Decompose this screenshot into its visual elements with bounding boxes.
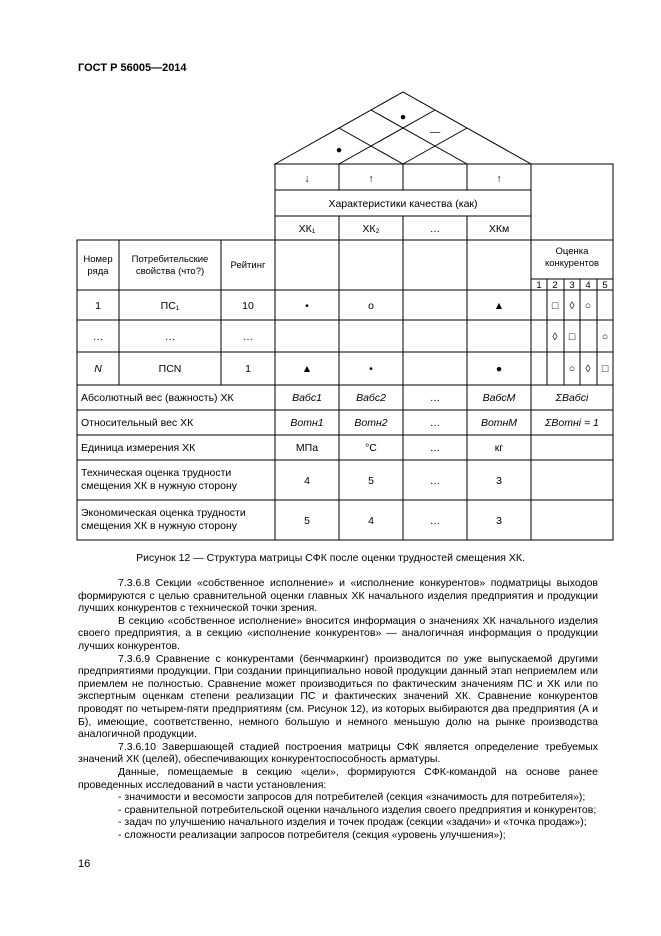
direction-arrow: ↓ <box>304 173 310 185</box>
row-no: N <box>94 363 102 375</box>
comp-num: 5 <box>602 280 608 291</box>
col-header-props: Потребительские <box>131 254 209 265</box>
summary-row <box>81 467 502 492</box>
summary-label: Экономическая оценка трудности <box>81 507 246 519</box>
summary-row <box>81 392 589 404</box>
relation-mark: • <box>305 300 309 312</box>
xk-label: ХК₂ <box>362 223 380 235</box>
summary-value: … <box>429 442 441 454</box>
comp-mark: ○ <box>584 300 592 312</box>
summary-value: … <box>429 392 441 404</box>
row-rating: 10 <box>242 300 254 312</box>
row-no: … <box>92 331 104 343</box>
relation-mark: o <box>368 300 374 312</box>
summary-value: … <box>429 515 441 527</box>
summary-value: ВабсМ <box>482 392 516 404</box>
summary-value: 3 <box>496 515 502 527</box>
summary-value: Вотн2 <box>354 417 388 429</box>
summary-right: ΣВабсi <box>555 392 589 404</box>
col-header-props: свойства (что?) <box>135 266 205 277</box>
relation-mark: ▲ <box>301 363 313 375</box>
paragraph: В секцию «собственное исполнение» вносится информация о значениях ХК начального изделия своего предприятия, а в секцию «исполнение конкурентов» — аналогичная информация о продукции лучших конкурентов. <box>78 614 598 652</box>
col-header-rating: Рейтинг <box>230 260 266 271</box>
summary-label: смещения ХК в нужную сторону <box>81 520 238 532</box>
summary-value: 5 <box>304 515 310 527</box>
summary-row <box>81 417 599 429</box>
comp-num: 4 <box>585 280 591 291</box>
table-row <box>95 300 591 312</box>
correlation-roof <box>275 92 531 164</box>
summary-row <box>81 507 502 532</box>
page-number: 16 <box>78 858 91 870</box>
paragraph: 7.3.6.8 Секции «собственное исполнение» и «исполнение конкурентов» подматрицы выходов формируются с целью сравнительной оценки главных ХК начального изделия предприятия и продукции лучших конкурентов с технической точки зрения. <box>78 577 598 615</box>
xk-label: ХКм <box>488 223 510 235</box>
list-item: - сравнительной потребительской оценки начального изделия своего предприятия и конкурентов; <box>118 803 597 816</box>
comp-mark: ◊ <box>585 363 591 375</box>
row-prop: … <box>164 331 176 343</box>
comp-mark: □ <box>551 300 559 312</box>
summary-label: Техническая оценка трудности <box>81 467 232 479</box>
summary-value: кг <box>494 442 504 454</box>
summary-value: Вабс2 <box>356 392 386 404</box>
summary-value: МПа <box>295 442 319 454</box>
col-header-row-no: Номер <box>83 254 113 265</box>
summary-value: Вабс1 <box>292 392 322 404</box>
xk-label: … <box>429 223 441 235</box>
comp-mark: ○ <box>568 363 576 375</box>
table-row <box>94 363 609 375</box>
row-prop: ПС₁ <box>160 300 180 312</box>
document-header: ГОСТ Р 56005—2014 <box>78 62 187 74</box>
summary-right: ΣВотнi = 1 <box>545 417 599 429</box>
summary-value: °С <box>365 442 377 454</box>
paragraph: 7.3.6.10 Завершающей стадией построения матрицы СФК является определение требуемых значений ХК (целей), обеспечивающих конкурентоспособность арматуры. <box>78 740 598 766</box>
col-header-competitors: Оценка <box>555 246 589 257</box>
summary-value: 5 <box>368 475 374 487</box>
direction-arrow: ↑ <box>368 173 374 185</box>
comp-num: 2 <box>552 280 558 291</box>
list-item: - значимости и весомости запросов для потребителей (секция «значимость для потребителя»); <box>118 791 586 804</box>
relation-mark: ● <box>495 363 503 375</box>
list-item: - сложности реализации запросов потребителя (секция «уровень улучшения»); <box>118 828 506 841</box>
xk-label: ХК₁ <box>298 223 316 235</box>
summary-label: Единица измерения ХК <box>81 442 196 454</box>
roof-symbol: ● <box>399 111 407 123</box>
summary-label: Относительный вес ХК <box>81 417 194 429</box>
summary-value: Вотн1 <box>290 417 324 429</box>
summary-value: … <box>429 417 441 429</box>
row-rating: 1 <box>245 363 251 375</box>
comp-num: 1 <box>536 280 542 291</box>
list-item: - задач по улучшению начального изделия и точек продаж (секции «задачи» и «точка продаж»); <box>118 816 587 829</box>
summary-value: 3 <box>496 475 502 487</box>
col-header-competitors: конкурентов <box>544 258 600 269</box>
comp-mark: ○ <box>601 331 609 343</box>
col-header-row-no: ряда <box>87 266 109 277</box>
characteristics-title: Характеристики качества (как) <box>328 198 478 210</box>
row-rating: … <box>242 331 254 343</box>
relation-mark: • <box>369 363 373 375</box>
relation-mark: ▲ <box>493 300 505 312</box>
paragraph: 7.3.6.9 Сравнение с конкурентами (бенчмаркинг) производится по уже выпускаемой другими предприятиями продукции. При создании принципиально новой продукции данный этап неприемлем или приемлем не полностью. Сравнение может производиться по фактическим значениям ПС и ХК или по экспертным оценкам степени реализации ПС и фактических значений ХК. Сравнение конкурентов проводят по четырем-пяти предприятиям (см. Рисунок 12), из которых выбираются два предприятия (А и Б), имеющие, соответственно, немного большую и немного меньшую долю на рынке производства аналогичной продукции. <box>78 652 598 741</box>
comp-mark: □ <box>568 331 576 343</box>
summary-label: смещения ХК в нужную сторону <box>81 480 238 492</box>
summary-value: ВотнМ <box>480 417 518 429</box>
roof-symbol: ● <box>335 144 343 156</box>
direction-arrow: ↑ <box>496 173 502 185</box>
comp-num: 3 <box>569 280 575 291</box>
paragraph: Данные, помещаемые в секцию «цели», формируются СФК-командой на основе ранее проведенных исследований в части установления: <box>78 765 598 791</box>
summary-value: … <box>429 475 441 487</box>
comp-mark: ◊ <box>552 331 558 343</box>
body-text <box>78 577 598 841</box>
roof-symbol: — <box>429 126 441 138</box>
figure-caption: Рисунок 12 — Структура матрицы СФК после оценки трудностей смещения ХК. <box>136 552 525 564</box>
row-no: 1 <box>95 300 101 312</box>
summary-label: Абсолютный вес (важность) ХК <box>81 392 234 404</box>
comp-mark: □ <box>601 363 609 375</box>
summary-row <box>81 442 503 454</box>
summary-value: 4 <box>304 475 310 487</box>
row-prop: ПСN <box>158 363 182 375</box>
comp-mark: ◊ <box>569 300 575 312</box>
summary-value: 4 <box>368 515 374 527</box>
